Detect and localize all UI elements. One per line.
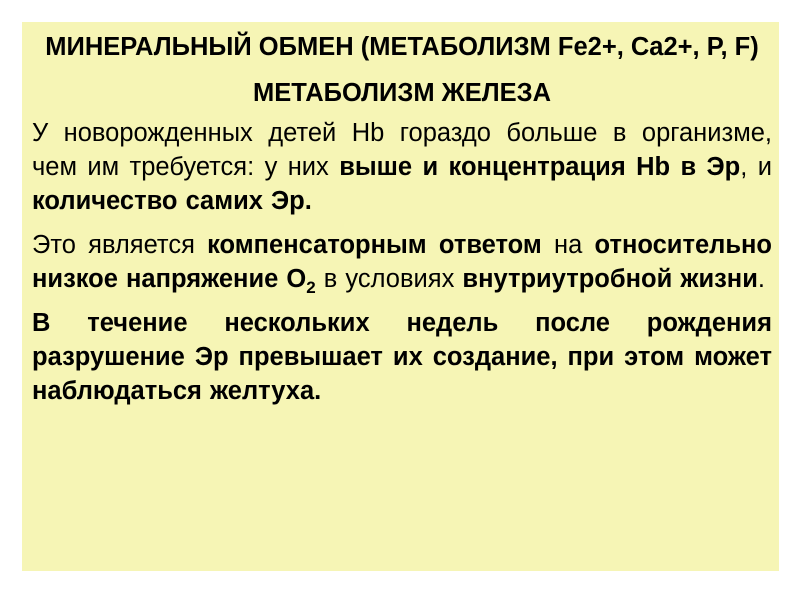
bold-phrase: количество самих Эр. [32,187,312,215]
slide-panel [22,22,779,571]
slide-content [32,30,772,408]
slide-title: МИНЕРАЛЬНЫЙ ОБМЕН (МЕТАБОЛИЗМ Fe2+, Ca2+, P, F) [45,33,759,61]
paragraph-text: У новорожденных детей Hb гораздо больше в организме, чем им требуется: у них [32,119,772,181]
paragraph-text: , и [740,153,772,181]
paragraph-after-birth: В течение нескольких недель после рождения разрушение Эр превышает их создание, при этом может наблюдаться желтуха. [32,309,772,405]
slide-subtitle: МЕТАБОЛИЗМ ЖЕЛЕЗА [252,79,552,107]
bold-phrase: выше и концентрация Hb в Эр [339,153,741,181]
paragraph-text: на [541,231,595,259]
paragraph-text: Это является [32,231,208,259]
bold-phrase: внутриутробной жизни [462,265,758,293]
bold-phrase: компенсаторным ответом [207,231,542,259]
bold-text: относительно низкое напряжение О [32,231,772,293]
subscript: 2 [306,278,316,297]
paragraph-newborn-hb [32,116,772,218]
paragraph-compensatory [32,228,772,296]
paragraph-text: . [757,265,765,293]
paragraph-text: в условиях [315,265,463,293]
